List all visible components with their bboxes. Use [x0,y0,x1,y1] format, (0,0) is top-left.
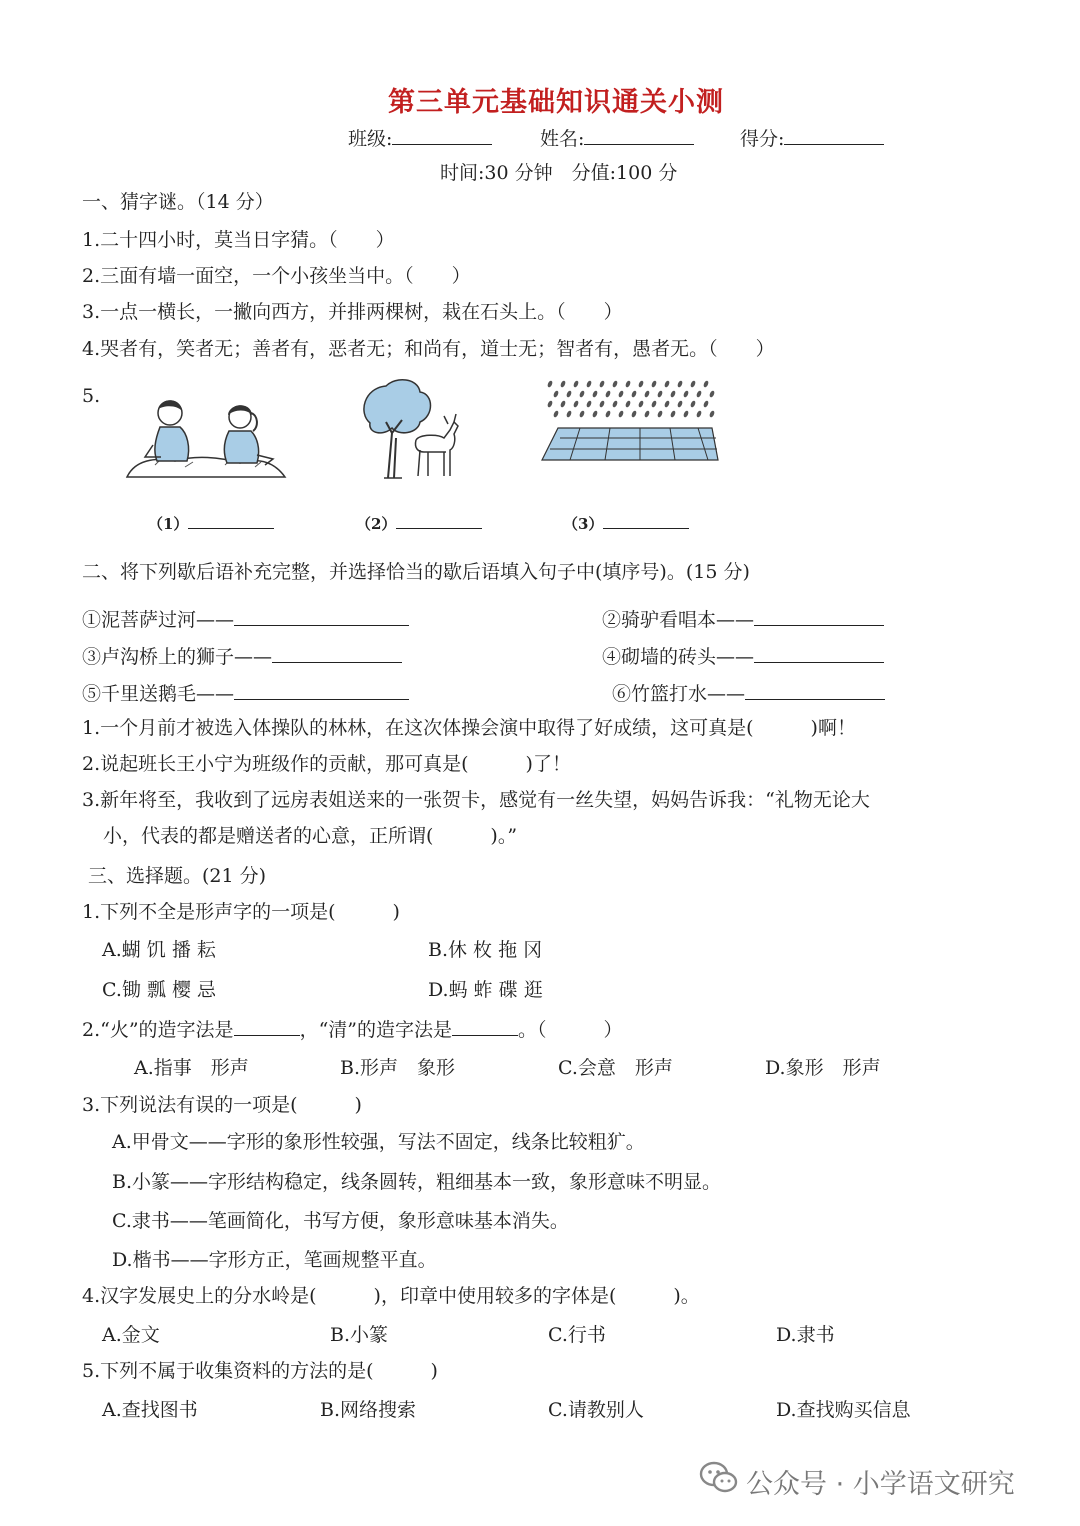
score-blank [784,126,884,145]
q2-option-b: B.形声 象形 [340,1057,456,1079]
section2-sentence-1: 1.一个月前才被选入体操队的林林，在这次体操会演中取得了好成绩，这可真是( )啊！ [82,717,856,739]
rain-drop [592,390,599,398]
class-field [348,126,492,151]
section2-sentence-3-line-2: 小，代表的都是赠送者的心意，正所谓( )。” [103,825,518,847]
rain-drop [547,380,554,388]
rain-drop [586,400,593,408]
wechat-icon [700,1461,738,1495]
section2-sentence-2: 2.说起班长王小宁为班级作的贡献，那可真是( )了！ [82,753,571,775]
section2-sentence-3-line-1: 3.新年将至，我收到了远房表姐送来的一张贺卡，感觉有一丝失望，妈妈告诉我：“礼物无论大 [82,789,870,811]
picture-3-blank [603,510,689,529]
rain-drop [592,410,599,418]
xiehouyu-item-4-blank [754,644,884,663]
section1-question-1: 1.二十四小时，莫当日字猜。（ ） [82,229,395,251]
class-blank [392,126,492,145]
q2-option-a: A.指事 形声 [134,1057,249,1079]
q2-text-a: 2.“火”的造字法是 [82,1019,234,1041]
xiehouyu-item-2 [602,607,884,632]
q2-option-d: D.象形 形声 [765,1057,881,1079]
score-field [740,126,884,151]
q3-option-d: D.楷书——字形方正，笔画规整平直。 [112,1249,437,1271]
picture-3-caption: （3） [563,515,604,533]
score-label: 得分: [740,128,785,150]
rain-drop [618,410,625,418]
q1-option-d: D.蚂 蚱 碟 逛 [428,979,543,1001]
rain-drop [579,390,586,398]
section3-question-4: 4.汉字发展史上的分水岭是( )，印章中使用较多的字体是( )。 [82,1285,700,1307]
q1-option-c: C.锄 瓢 樱 忌 [102,979,217,1001]
rain-drop [553,390,560,398]
q3-option-c: C.隶书——笔画简化，书写方便，象形意味基本消失。 [112,1210,569,1232]
rain-drop [683,410,690,418]
rain-drop [644,390,651,398]
rain-drop [690,380,697,388]
name-blank [584,126,694,145]
xiehouyu-item-6 [612,681,885,706]
q3-option-a: A.甲骨文——字形的象形性较强，写法不固定，线条比较粗犷。 [112,1131,645,1153]
xiehouyu-item-2-blank [754,607,884,626]
q2-text-c: 。（ ） [518,1019,623,1041]
q1-option-b: B.休 枚 拖 冈 [428,939,543,961]
section1-heading: 一、猜字谜。（14 分） [82,191,274,213]
rain-drop [560,380,567,388]
rain-drop [703,380,710,388]
picture-2-blank [396,510,482,529]
rain-drop [677,400,684,408]
q5-option-b: B.网络搜索 [320,1399,417,1421]
rain-drop [644,410,651,418]
section2-heading: 二、将下列歇后语补充完整，并选择恰当的歇后语填入句子中(填序号)。(15 分) [82,561,750,583]
rain-drop [625,380,632,388]
q2-option-c: C.会意 形声 [558,1057,673,1079]
rain-drop [690,400,697,408]
section3-question-2 [82,1017,623,1042]
section1-question-4: 4.哭者有，笑者无；善者有，恶者无；和尚有，道士无；智者有，愚者无。（ ） [82,338,775,360]
section3-question-1: 1.下列不全是形声字的一项是( ) [82,901,400,923]
q1-option-a: A.蝴 饥 播 耘 [102,939,216,961]
rain-drop [579,410,586,418]
q4-option-b: B.小篆 [330,1324,389,1346]
xiehouyu-item-3 [82,644,402,669]
picture-3-answer [563,510,689,534]
xiehouyu-item-6-label: ⑥竹篮打水—— [612,683,746,705]
q4-option-d: D.隶书 [776,1324,835,1346]
rain-drop [638,380,645,388]
q2-blank-2 [452,1017,518,1036]
section1-question-5-label: 5. [82,385,101,407]
rain-drop [664,380,671,388]
xiehouyu-item-4-label: ④砌墙的砖头—— [602,646,755,668]
section1-question-3: 3.一点一横长，一撇向西方，并排两棵树，栽在石头上。（ ） [82,301,623,323]
xiehouyu-item-5 [82,681,409,706]
picture-1-answer [148,510,274,534]
section3-heading: 三、选择题。(21 分) [88,865,267,887]
rain-drop [547,400,554,408]
xiehouyu-item-5-blank [234,681,409,700]
watermark-text: 公众号 · 小学语文研究 [746,1469,1015,1500]
rain-drop [696,390,703,398]
rain-drop [586,380,593,388]
section1-question-2: 2.三面有墙一面空，一个小孩坐当中。（ ） [82,265,471,287]
xiehouyu-item-1-blank [234,607,409,626]
q5-option-d: D.查找购买信息 [776,1399,911,1421]
rain-drop [657,410,664,418]
picture-1-caption: （1） [148,515,189,533]
picture-1-blank [188,510,274,529]
rain-drop [683,390,690,398]
q5-option-a: A.查找图书 [102,1399,198,1421]
xiehouyu-item-1-label: ①泥菩萨过河—— [82,609,235,631]
xiehouyu-item-4 [602,644,884,669]
rain-drop [553,410,560,418]
time-info: 时间:30 分钟 分值:100 分 [440,162,678,184]
tree-and-goat-picture [358,378,463,483]
rain-drop [696,410,703,418]
page-title: 第三单元基础知识通关小测 [388,87,724,118]
rain-drop [651,400,658,408]
children-sitting-on-rock-picture [125,385,290,485]
q2-text-b: ，“清”的造字法是 [299,1019,452,1041]
rain-drop [625,400,632,408]
rain-drop [631,410,638,418]
q5-option-c: C.请教别人 [548,1399,644,1421]
xiehouyu-item-1 [82,607,409,632]
q3-option-b: B.小篆——字形结构稳定，线条圆转，粗细基本一致，象形意味不明显。 [112,1171,722,1193]
rain-drop [670,410,677,418]
rain-drop [612,380,619,388]
xiehouyu-item-6-blank [745,681,885,700]
picture-2-answer [356,510,482,534]
rain-drop [599,400,606,408]
picture-2-caption: （2） [356,515,397,533]
rain-drop [560,400,567,408]
q4-option-c: C.行书 [548,1324,606,1346]
xiehouyu-item-5-label: ⑤千里送鹅毛—— [82,683,235,705]
rain-drop [612,400,619,408]
rain-drop [709,410,716,418]
name-field [540,126,694,151]
q4-option-a: A.金文 [102,1324,160,1346]
rain-drop [670,390,677,398]
rain-on-field-picture [540,378,720,463]
rain-drop [631,390,638,398]
rain-drop [677,380,684,388]
class-label: 班级: [348,128,393,150]
rain-drop [573,380,580,388]
rain-drop [566,390,573,398]
xiehouyu-item-2-label: ②骑驴看唱本—— [602,609,755,631]
rain-drop [703,400,710,408]
xiehouyu-item-3-label: ③卢沟桥上的狮子—— [82,646,273,668]
section3-question-5: 5.下列不属于收集资料的方法的是( ) [82,1360,438,1382]
rain-drop [664,400,671,408]
rain-drop [651,380,658,388]
rain-drop [709,390,716,398]
name-label: 姓名: [540,128,585,150]
rain-drop [573,400,580,408]
rain-drop [638,400,645,408]
rain-drop [618,390,625,398]
section3-question-3: 3.下列说法有误的一项是( ) [82,1094,362,1116]
rain-drop [605,410,612,418]
rain-drop [599,380,606,388]
rain-drop [566,410,573,418]
xiehouyu-item-3-blank [272,644,402,663]
rain-drop [605,390,612,398]
q2-blank-1 [234,1017,300,1036]
rain-drop [657,390,664,398]
